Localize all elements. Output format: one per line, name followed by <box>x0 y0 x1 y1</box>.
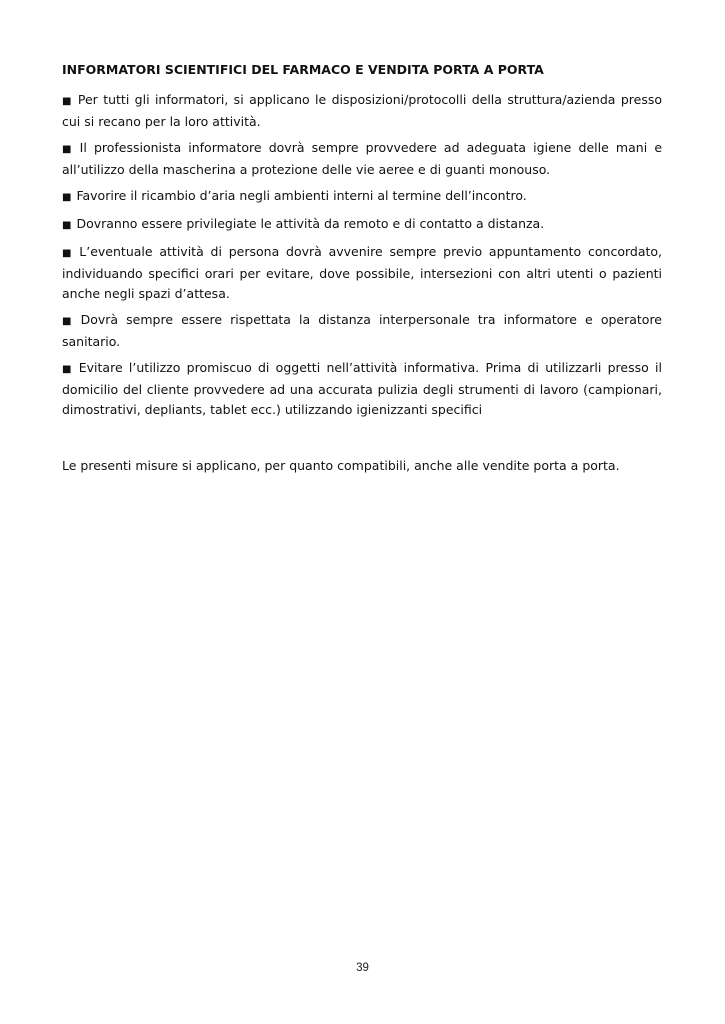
bullet-paragraph <box>62 90 662 132</box>
square-bullet-icon: ■ <box>62 144 75 155</box>
square-bullet-icon: ■ <box>62 248 75 259</box>
square-bullet-icon: ■ <box>62 364 74 375</box>
paragraph-text: Evitare l’utilizzo promiscuo di oggetti nell’attività informativa. Prima di utilizzarli presso il domicilio del cliente provvedere ad una accurata pulizia degli strumenti di lavoro (campionari, dimostrativi, depliants, tablet ecc.) utilizzando igienizzanti specifici <box>62 360 663 417</box>
paragraph-text: Dovranno essere privilegiate le attività da remoto e di contatto a distanza. <box>76 216 545 231</box>
bullet-paragraph <box>62 358 662 420</box>
paragraph-text: Per tutti gli informatori, si applicano le disposizioni/protocolli della struttura/azienda presso cui si recano per la loro attività. <box>62 92 662 129</box>
bullet-paragraph <box>62 214 662 236</box>
paragraph-text: Il professionista informatore dovrà sempre provvedere ad adeguata igiene delle mani e all’utilizzo della mascherina a protezione delle vie aeree e di guanti monouso. <box>62 140 663 177</box>
section-heading: INFORMATORI SCIENTIFICI DEL FARMACO E VENDITA PORTA A PORTA <box>62 62 544 77</box>
square-bullet-icon: ■ <box>62 96 73 107</box>
bullet-paragraph <box>62 186 662 208</box>
closing-paragraph: Le presenti misure si applicano, per quanto compatibili, anche alle vendite porta a porta. <box>62 458 620 473</box>
bullet-paragraph <box>62 310 662 352</box>
square-bullet-icon: ■ <box>62 220 72 231</box>
document-body <box>62 62 662 476</box>
square-bullet-icon: ■ <box>62 192 72 203</box>
bullet-paragraph <box>62 138 662 180</box>
paragraph-text: Favorire il ricambio d’aria negli ambienti interni al termine dell’incontro. <box>76 188 527 203</box>
paragraph-text: Dovrà sempre essere rispettata la distanza interpersonale tra informatore e operatore sanitario. <box>62 312 662 349</box>
square-bullet-icon: ■ <box>62 316 76 327</box>
paragraph-text: L’eventuale attività di persona dovrà avvenire sempre previo appuntamento concordato, individuando specifici orari per evitare, dove possibile, intersezioni con altri utenti o pazienti anche negli spazi d’attesa. <box>62 244 662 301</box>
page-number: 39 <box>356 962 369 974</box>
bullet-paragraph <box>62 242 662 304</box>
